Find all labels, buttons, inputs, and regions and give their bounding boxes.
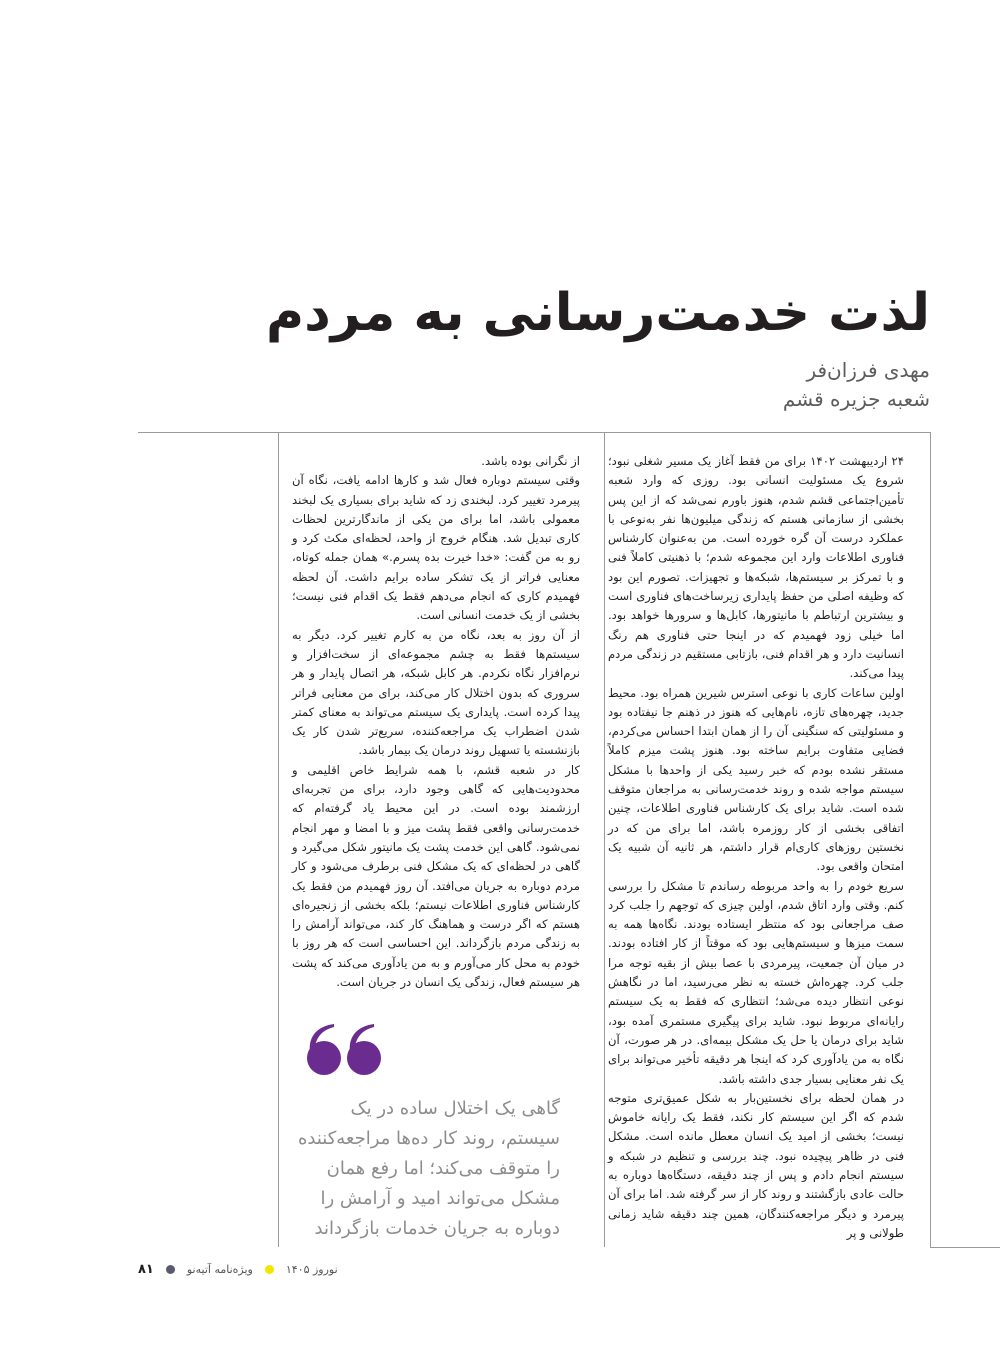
quotation-mark-icon [302,1022,386,1078]
author-branch: شعبه جزیره قشم [782,387,930,411]
dot-icon [166,1265,175,1274]
paragraph: کار در شعبه قشم، با همه شرایط خاص اقلیمی و محدودیت‌هایی که گاهی وجود دارد، برای من تجربه‌ای ارزشمند بوده است. در این محیط یاد گرفته‌ام که خدمت‌رسانی واقعی فقط پشت میز و با امضا و مهر انجام نمی‌شود. گاهی این خدمت پشت یک مانیتور شکل می‌گیرد و گاهی در لحظه‌ای که یک مشکل فنی برطرف می‌شود و کار مردم دوباره به جریان می‌افتد. آن روز فهمیدم من فقط یک کارشناس فناوری اطلاعات نیستم؛ بلکه بخشی از زنجیره‌ای هستم که اگر درست و هماهنگ کار کند، می‌تواند آرامش را به زندگی مردم بازگرداند. این احساسی است که هر روز با خودم به محل کار می‌آورم و به من یادآوری می‌کند که پشت هر سیستم فعال، زندگی یک انسان در جریان است. [292,762,580,990]
page-footer [138,1262,338,1277]
dot-icon [265,1265,274,1274]
pull-quote: گاهی یک اختلال ساده در یک سیستم، روند کار ده‌ها مراجعه‌کننده را متوقف می‌کند؛ اما رفع همان مشکل می‌تواند امید و آرامش را دوباره به جریان خدمات بازگرداند [297,1098,560,1239]
article-column-middle [292,452,580,1012]
author-name: مهدی فرزان‌فر [806,358,930,382]
column-divider-right [930,432,931,1247]
paragraph: در همان لحظه برای نخستین‌بار به شکل عمیق‌تری متوجه شدم که اگر این سیستم کار نکند، فقط یک رایانه خاموش نیست؛ بخشی از امید یک انسان معطل مانده است. مشکل فنی در ظاهر پیچیده نبود. چند بررسی و تنظیم در شبکه و سیستم انجام دادم و پس از چند دقیقه، دستگاه‌ها دوباره به حالت عادی بازگشتند و روند کار از سر گرفته شد. اما برای آن پیرمرد و دیگر مراجعه‌کنندگان، همین چند دقیقه شاید زمانی طولانی و پر [608,1090,904,1240]
paragraph: از آن روز به بعد، نگاه من به کارم تغییر کرد. دیگر به سیستم‌ها فقط به چشم مجموعه‌ای از سخت‌افزار و نرم‌افزار نگاه نکردم. هر کابل شبکه، هر اتصال پایدار و هر سروری که بدون اختلال کار می‌کند، برای من معنایی فراتر پیدا کرده است. پایداری یک سیستم می‌تواند به معنای کمتر شدن اضطراب یک مراجعه‌کننده، سریع‌تر شدن کار یک بازنشسته یا تسهیل روند درمان یک بیمار باشد. [292,627,580,758]
paragraph: اولین ساعات کاری با نوعی استرس شیرین همراه بود. محیط جدید، چهره‌های تازه، نام‌هایی که هنوز در ذهنم جا نیفتاده بود و مسئولیتی که سنگینی آن را از همان ابتدا احساس می‌کردم، فضایی متفاوت برایم ساخته بود. هنوز پشت میزم کاملاً مستقر نشده بودم که خبر رسید یکی از واحدها با مشکل سیستم مواجه شده و روند خدمت‌رسانی به مراجعان متوقف شده است. شاید برای یک کارشناس فناوری اطلاعات، چنین اتفاقی بخشی از کار روزمره باشد، اما برای من که در نخستین روزهای کاری‌ام قرار داشتم، هر ثانیه آن شبیه یک امتحان واقعی بود. [608,685,904,874]
paragraph: از نگرانی بوده باشد. [481,454,580,468]
column-top-rule [138,432,930,433]
column-divider-middle [604,432,605,1247]
article-column-right [608,452,904,1240]
article-title: لذت خدمت‌رسانی به مردم [265,283,930,343]
issue-label: نوروز ۱۴۰۵ [285,1263,338,1276]
column-divider-left [278,432,279,1247]
paragraph: وقتی سیستم دوباره فعال شد و کارها ادامه یافت، نگاه آن پیرمرد تغییر کرد. لبخندی زد که شاید برای بسیاری یک لبخند معمولی باشد، اما برای من یکی از ماندگارترین لحظات کاری تبدیل شد. هنگام خروج از واحد، لحظه‌ای مکث کرد و رو به من گفت: «خدا خیرت بده پسرم.» همان جمله کوتاه، معنایی فراتر از یک تشکر ساده برایم داشت. آن لحظه فهمیدم کاری که انجام می‌دهم فقط یک اقدام فنی نیست؛ بخشی از یک خدمت انسانی است. [292,473,580,623]
page-number: ۸۱ [138,1262,154,1277]
paragraph: سریع خودم را به واحد مربوطه رساندم تا مشکل را بررسی کنم. وقتی وارد اتاق شدم، اولین چیزی که توجهم را جلب کرد صف مراجعانی بود که منتظر ایستاده بودند. نگاه‌ها همه به سمت میزها و سیستم‌هایی بود که موقتاً از کار افتاده بودند. در میان آن جمعیت، پیرمردی با عصا بیش از بقیه توجه مرا جلب کرد. چهره‌اش خسته به نظر می‌رسید، اما در نگاهش نوعی انتظار دیده می‌شد؛ انتظاری که فقط به یک سیستم رایانه‌ای مربوط نبود. شاید برای پیگیری مستمری آمده بود، شاید برای درمان یا حل یک مشکل بیمه‌ای. در هر صورت، آن نگاه به من یادآوری کرد که اینجا هر دقیقه تأخیر می‌تواند برای یک نفر معنایی بسیار جدی داشته باشد. [608,878,904,1086]
paragraph: ۲۴ اردیبهشت ۱۴۰۲ برای من فقط آغاز یک مسیر شغلی نبود؛ شروع یک مسئولیت انسانی بود. روزی که وارد شعبه تأمین‌اجتماعی قشم شدم، هنوز باورم نمی‌شد که از این پس بخشی از سازمانی هستم که زندگی میلیون‌ها نفر به‌نوعی با عملکرد درست آن گره خورده است. من به‌عنوان کارشناس فناوری اطلاعات وارد این مجموعه شدم؛ با ذهنیتی کاملاً فنی و با تمرکز بر سیستم‌ها، شبکه‌ها و تجهیزات. تصورم این بود که وظیفه اصلی من حفظ پایداری زیرساخت‌های فناوری است و بیشترین ارتباطم با مانیتورها، کابل‌ها و سرورها خواهد بود. اما خیلی زود فهمیدم که در اینجا حتی فناوری هم رنگ انسانیت دارد و هر اقدام فنی، بازتابی مستقیم در زندگی مردم پیدا می‌کند. [608,454,904,681]
bottom-rule [930,1247,1000,1248]
magazine-name: ویژه‌نامه آتیه‌نو [186,1263,253,1276]
